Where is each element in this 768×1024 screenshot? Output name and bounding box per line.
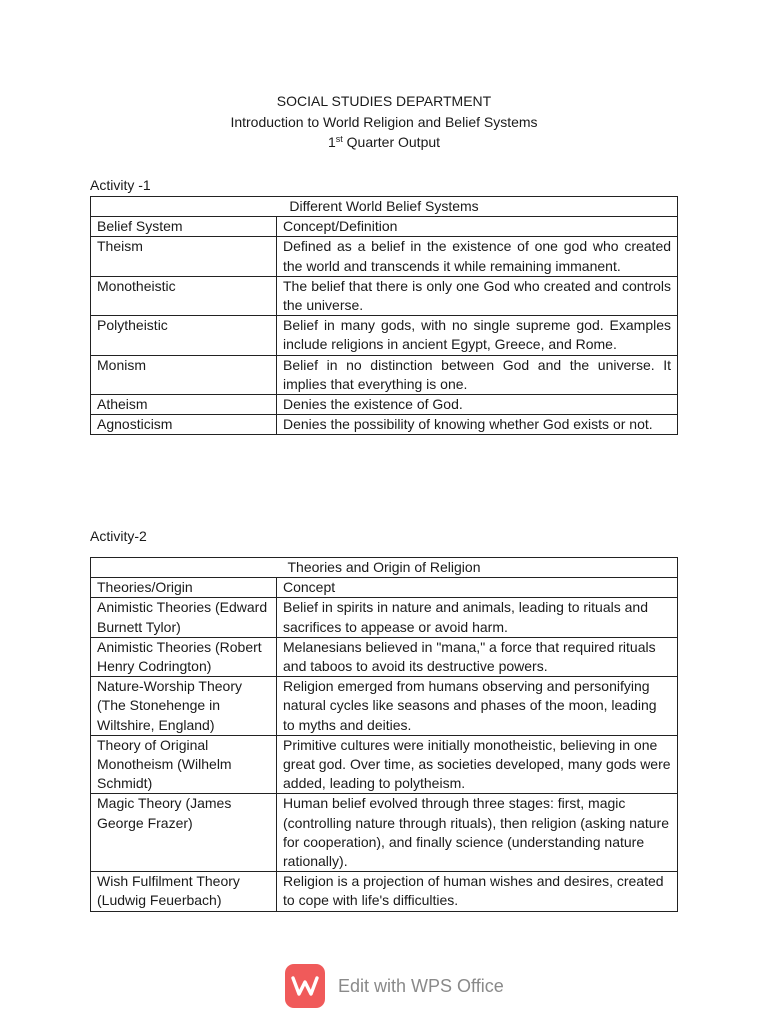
table-caption-row [91,558,678,578]
definition-cell: Religion is a projection of human wishes and desires, created to cope with life's difficulties. [277,872,678,911]
definition-cell: Religion emerged from humans observing and personifying natural cycles like seasons and phases of the moon, leading to myths and deities. [277,677,678,736]
table-row [91,677,678,736]
column-header-concept: Concept/Definition [277,217,678,237]
table-row [91,316,678,355]
column-header-term: Theories/Origin [91,578,277,598]
term-cell: Animistic Theories (Robert Henry Codrington) [91,637,277,676]
wps-w-glyph [291,975,319,997]
term-cell: Theism [91,237,277,276]
activity-2-label: Activity-2 [90,528,147,544]
table-caption-row [91,197,678,217]
table-row [91,637,678,676]
theories-table [90,557,678,912]
document-header [0,91,768,153]
table-row [91,598,678,637]
table-title: Different World Belief Systems [91,197,678,217]
quarter-ordinal: st [335,134,343,144]
column-header-concept: Concept [277,578,678,598]
quarter-title [0,132,768,153]
term-cell: Magic Theory (James George Frazer) [91,794,277,872]
wps-w-icon [285,964,325,1008]
course-title: Introduction to World Religion and Belief Systems [230,113,538,130]
definition-cell: Primitive cultures were initially monotheistic, believing in one great god. Over time, as societies developed, many gods were added, leading to polytheism. [277,735,678,794]
definition-cell: Melanesians believed in "mana," a force that required rituals and taboos to avoid its destructive powers. [277,637,678,676]
definition-cell: The belief that there is only one God who created and controls the universe. [277,276,678,315]
quarter-number: 1 [327,134,336,150]
term-cell: Nature-Worship Theory (The Stonehenge in Wiltshire, England) [91,677,277,736]
definition-cell: Denies the existence of God. [277,395,678,415]
table-header-row [91,578,678,598]
term-cell: Monism [91,355,277,394]
term-cell: Monotheistic [91,276,277,315]
definition-cell: Belief in no distinction between God and the universe. It implies that everything is one. [277,355,678,394]
definition-cell: Denies the possibility of knowing whether God exists or not. [277,415,678,435]
table-row [91,872,678,911]
table-row [91,794,678,872]
department-title: SOCIAL STUDIES DEPARTMENT [276,93,492,109]
term-cell: Animistic Theories (Edward Burnett Tylor) [91,598,277,637]
belief-systems-table [90,196,678,435]
term-cell: Wish Fulfilment Theory (Ludwig Feuerbach) [91,872,277,911]
term-cell: Atheism [91,395,277,415]
activity-1-label: Activity -1 [90,177,151,193]
term-cell: Agnosticism [91,415,277,435]
table-row [91,735,678,794]
table-title: Theories and Origin of Religion [91,558,678,578]
term-cell: Theory of Original Monotheism (Wilhelm Schmidt) [91,735,277,794]
table-row [91,276,678,315]
quarter-text: Quarter Output [342,134,441,150]
definition-cell: Human belief evolved through three stages: first, magic (controlling nature through rituals), then religion (asking nature for cooperation), and finally science (understanding nature rationally). [277,794,678,872]
table-row [91,237,678,276]
table-row [91,415,678,435]
table-row [91,395,678,415]
definition-cell: Belief in many gods, with no single supreme god. Examples include religions in ancient Egypt, Greece, and Rome. [277,316,678,355]
wps-watermark[interactable] [285,964,504,1008]
table-row [91,355,678,394]
definition-cell: Belief in spirits in nature and animals, leading to rituals and sacrifices to appease or avoid harm. [277,598,678,637]
column-header-term: Belief System [91,217,277,237]
term-cell: Polytheistic [91,316,277,355]
wps-edit-text: Edit with WPS Office [338,975,504,996]
definition-cell: Defined as a belief in the existence of one god who created the world and transcends it while remaining immanent. [277,237,678,276]
table-header-row [91,217,678,237]
